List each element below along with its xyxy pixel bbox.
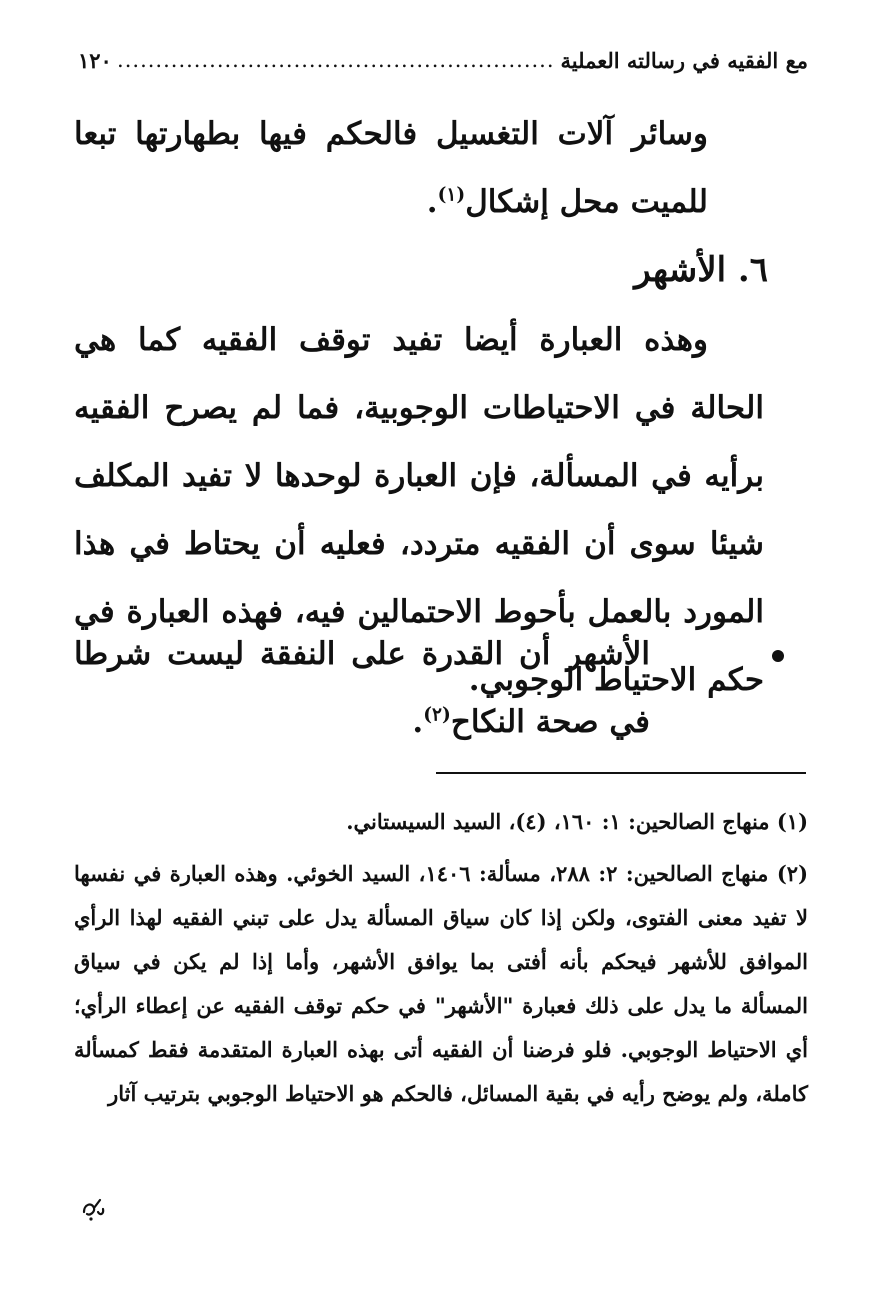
section-heading: ٦. الأشهر <box>634 250 768 290</box>
paragraph-2: وهذه العبارة أيضا تفيد توقف الفقيه كما هي الحالة في الاحتياطات الوجوبية، فما لم يصرح الفقيه برأيه في المسألة، فإن العبارة لوحدها لا تفيد المكلف شيئا سوى أن الفقيه متردد، فعليه أن يحتاط في هذا المورد بالعمل بأحوط الاحتمالين فيه، فهذه العبارة في حكم الاحتياط الوجوبي. <box>74 322 764 698</box>
bullet-end: . <box>412 704 424 740</box>
publisher-mark-icon <box>78 1194 108 1224</box>
footnote-ref-2[interactable]: (٢) <box>423 704 451 726</box>
paragraph-1-text: وسائر آلات التغسيل فالحكم فيها بطهارتها تبعا للميت محل إشكال <box>74 116 708 220</box>
bullet-icon <box>772 650 784 662</box>
bullet-item <box>74 620 764 756</box>
footnote-2: (٢) منهاج الصالحين: ٢: ٢٨٨، مسألة: ١٤٠٦، السيد الخوئي. وهذه العبارة في نفسها لا تفيد معنى الفتوى، ولكن إذا كان سياق المسألة يدل على تبني الفقيه لهذا الرأي الموافق للأشهر فيحكم بأنه أفتى بما يوافق الأشهر، وأما إذا لم يكن في سياق المسألة ما يدل على ذلك فعبارة "الأشهر" في حكم توقف الفقيه عن إعطاء الرأي؛ أي الاحتياط الوجوبي. فلو فرضنا أن الفقيه أتى بهذه العبارة المتقدمة فقط كمسألة كاملة، ولم يوضح رأيه في بقية المسائل، فالحكم هو الاحتياط الوجوبي بترتيب آثار <box>74 861 808 1106</box>
header-leader-dots <box>118 48 555 72</box>
page-number: ١٢٠ <box>78 47 112 73</box>
footnote-1: (١) منهاج الصالحين: ١: ١٦٠، (٤)، السيد السيستاني. <box>346 809 808 834</box>
running-title: مع الفقيه في رسالته العملية <box>560 47 808 73</box>
paragraph-1-end: . <box>426 184 438 220</box>
footnote-separator <box>436 772 806 774</box>
running-header <box>74 40 808 80</box>
bullet-text: الأشهر أن القدرة على النفقة ليست شرطا في صحة النكاح <box>74 636 650 740</box>
paragraph-1 <box>74 100 764 236</box>
footnote-ref-1[interactable]: (١) <box>437 184 466 206</box>
